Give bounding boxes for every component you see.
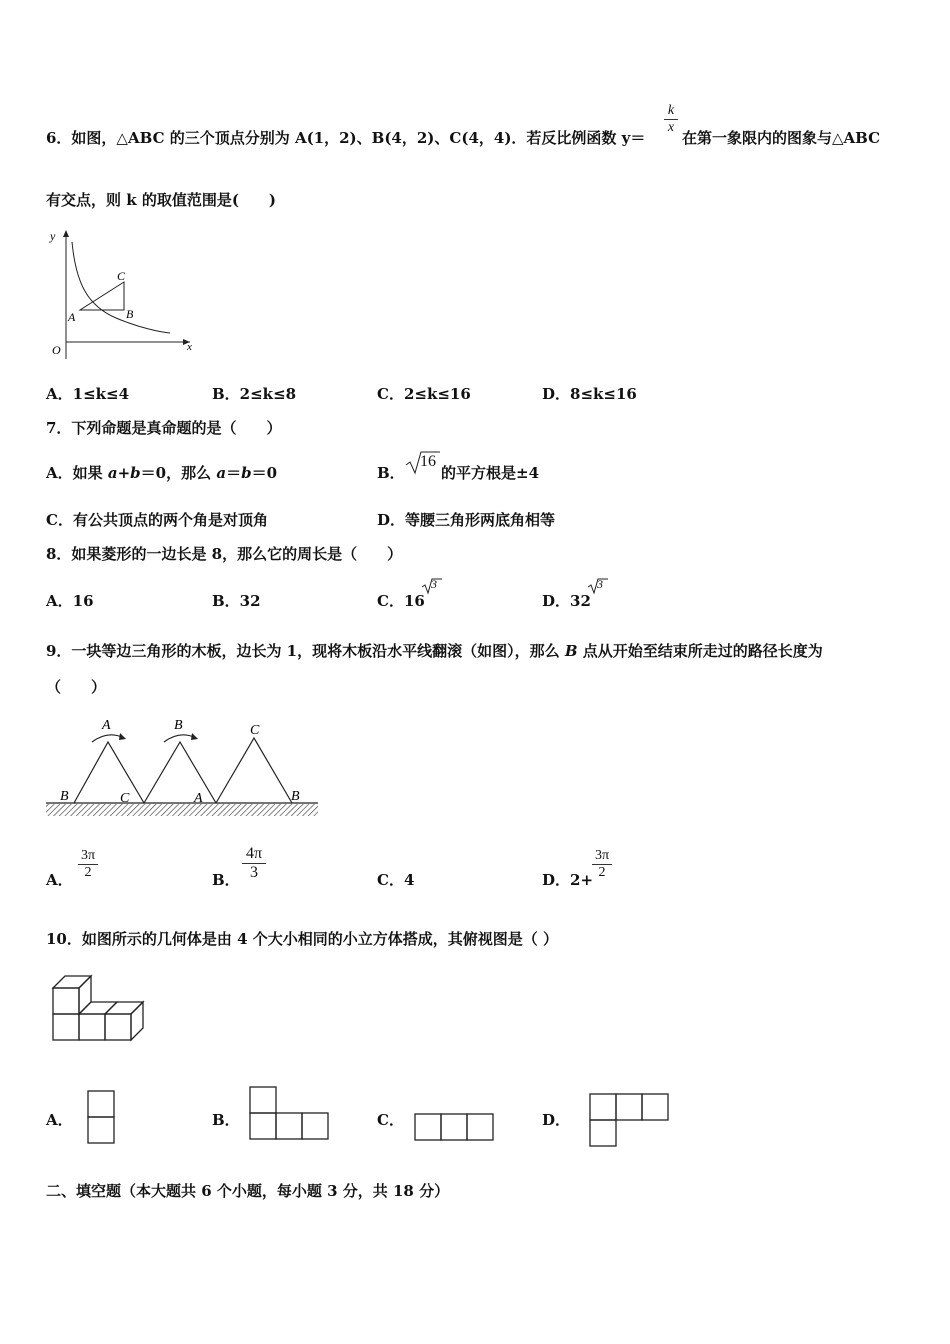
q9-roll-arrow-2-head bbox=[191, 733, 198, 740]
q7-opt-a-eq: ＝ bbox=[226, 464, 242, 482]
q9-label-b-start: B bbox=[60, 789, 69, 804]
q8-option-b[interactable]: B．32 bbox=[212, 592, 261, 610]
q6-frac-den: x bbox=[667, 120, 675, 135]
q9-ground-hatch bbox=[46, 804, 318, 816]
q9-opt-d-den: 2 bbox=[598, 865, 606, 880]
q6-hyperbola-curve bbox=[72, 242, 170, 333]
q6-y-arrow bbox=[63, 230, 69, 237]
q10-option-b-view[interactable] bbox=[248, 1086, 330, 1142]
q10-option-a-label[interactable]: A． bbox=[46, 1111, 73, 1129]
q6-option-b[interactable]: B．2≤k≤8 bbox=[212, 385, 297, 403]
q9-stem-post: 点从开始至结束所走过的路径长度为 bbox=[577, 642, 823, 660]
q9-triangle-1 bbox=[74, 742, 144, 803]
q9-option-a-label[interactable]: A． bbox=[46, 871, 73, 889]
q6-label-y: y bbox=[50, 229, 56, 243]
q7-sqrt-radicand: 16 bbox=[420, 453, 436, 470]
q10-cube-figure bbox=[48, 972, 152, 1046]
section2-title: 二、填空题（本大题共 6 个小题，每小题 3 分，共 18 分） bbox=[46, 1182, 450, 1200]
q7-opt-b-text: 的平方根是±4 bbox=[441, 464, 540, 482]
q9-roll-arrow-1-head bbox=[119, 733, 126, 740]
q7-opt-a-post: ＝0 bbox=[251, 464, 278, 482]
q6-triangle bbox=[80, 282, 124, 310]
q6-option-c[interactable]: C．2≤k≤16 bbox=[377, 385, 471, 403]
q9-option-a-fraction bbox=[78, 848, 98, 881]
q6-frac-num: k bbox=[664, 103, 678, 120]
q9-option-c[interactable]: C．4 bbox=[377, 871, 415, 889]
q6-label-x: x bbox=[187, 341, 192, 353]
q7-opt-a-expr2: a bbox=[216, 464, 227, 482]
q9-option-b-label[interactable]: B． bbox=[212, 871, 240, 889]
q7-option-b[interactable] bbox=[377, 462, 405, 483]
q8-option-d[interactable]: D．32 bbox=[542, 592, 591, 610]
q9-figure bbox=[44, 712, 320, 822]
q9-opt-b-den: 3 bbox=[250, 864, 258, 881]
q6-stem-line1 bbox=[46, 127, 645, 148]
q7-opt-a-mid: ＝0，那么 bbox=[140, 464, 217, 482]
q6-figure bbox=[40, 224, 200, 364]
q8-option-c[interactable]: C．16 bbox=[377, 592, 425, 610]
q9-label-c-base: C bbox=[120, 791, 130, 806]
q10-option-d-view[interactable] bbox=[588, 1092, 670, 1148]
q6-stem-post: 在第一象限内的图象与△ABC bbox=[682, 129, 881, 147]
q7-opt-a-pre: A．如果 bbox=[46, 464, 108, 482]
q9-opt-a-num: 3π bbox=[78, 848, 98, 865]
q6-label-c: C bbox=[117, 269, 126, 283]
q9-triangle-2 bbox=[144, 742, 216, 803]
q9-option-d-fraction bbox=[592, 848, 612, 881]
q6-label-a: A bbox=[68, 310, 76, 324]
q7-opt-a-expr1: a+b bbox=[107, 464, 141, 482]
q10-option-b-label[interactable]: B． bbox=[212, 1111, 240, 1129]
q10-option-d-label[interactable]: D． bbox=[542, 1111, 571, 1129]
q9-stem-var: B bbox=[564, 642, 578, 660]
q9-option-b-fraction bbox=[242, 845, 266, 882]
q9-opt-b-num: 4π bbox=[242, 845, 266, 864]
q9-stem-line1 bbox=[46, 640, 823, 661]
q9-label-c-top-3: C bbox=[250, 723, 260, 738]
q7-opt-a-expr3: b bbox=[241, 464, 252, 482]
q7-option-c[interactable]: C．有公共顶点的两个角是对顶角 bbox=[46, 511, 268, 529]
q7-stem: 7．下列命题是真命题的是（ ） bbox=[46, 419, 282, 437]
q8-option-a[interactable]: A．16 bbox=[46, 592, 94, 610]
q10-option-a-view[interactable] bbox=[86, 1090, 116, 1144]
q9-option-d-label[interactable]: D．2+ bbox=[542, 871, 594, 889]
q8-d-sqrt-radicand: 3 bbox=[597, 577, 603, 591]
q9-label-a-top-1: A bbox=[102, 718, 111, 733]
q9-opt-a-den: 2 bbox=[84, 865, 92, 880]
q6-option-a[interactable]: A．1≤k≤4 bbox=[46, 385, 130, 403]
q8-stem: 8．如果菱形的一边长是 8，那么它的周长是（ ） bbox=[46, 545, 403, 563]
q9-triangle-3 bbox=[216, 738, 292, 803]
q9-stem-line2: （ ） bbox=[46, 678, 107, 696]
q9-label-a-base: A bbox=[194, 791, 203, 806]
q6-label-b: B bbox=[126, 307, 134, 321]
q6-stem-line2: 有交点，则 k 的取值范围是( ) bbox=[46, 191, 277, 209]
q6-stem-pre: 6．如图，△ABC 的三个顶点分别为 A(1，2)、B(4，2)、C(4，4)．若反比例函数 y＝ bbox=[46, 129, 646, 147]
q8-c-sqrt-radicand: 3 bbox=[431, 577, 437, 591]
q7-option-d[interactable]: D．等腰三角形两底角相等 bbox=[377, 511, 556, 529]
q7-opt-b-label: B． bbox=[377, 464, 405, 482]
q9-opt-d-num: 3π bbox=[592, 848, 612, 865]
q10-option-c-view[interactable] bbox=[413, 1112, 495, 1142]
q7-option-a[interactable] bbox=[46, 462, 277, 483]
q9-label-b-top-2: B bbox=[174, 718, 183, 733]
q6-label-o: O bbox=[52, 343, 61, 357]
q6-option-d[interactable]: D．8≤k≤16 bbox=[542, 385, 637, 403]
q10-option-c-label[interactable]: C． bbox=[377, 1111, 404, 1129]
q10-stem: 10．如图所示的几何体是由 4 个大小相同的小立方体搭成，其俯视图是（ ） bbox=[46, 930, 558, 948]
q9-stem-pre: 9．一块等边三角形的木板，边长为 1，现将木板沿水平线翻滚（如图），那么 bbox=[46, 642, 565, 660]
q9-label-b-end: B bbox=[291, 789, 300, 804]
q6-fraction bbox=[664, 103, 678, 136]
